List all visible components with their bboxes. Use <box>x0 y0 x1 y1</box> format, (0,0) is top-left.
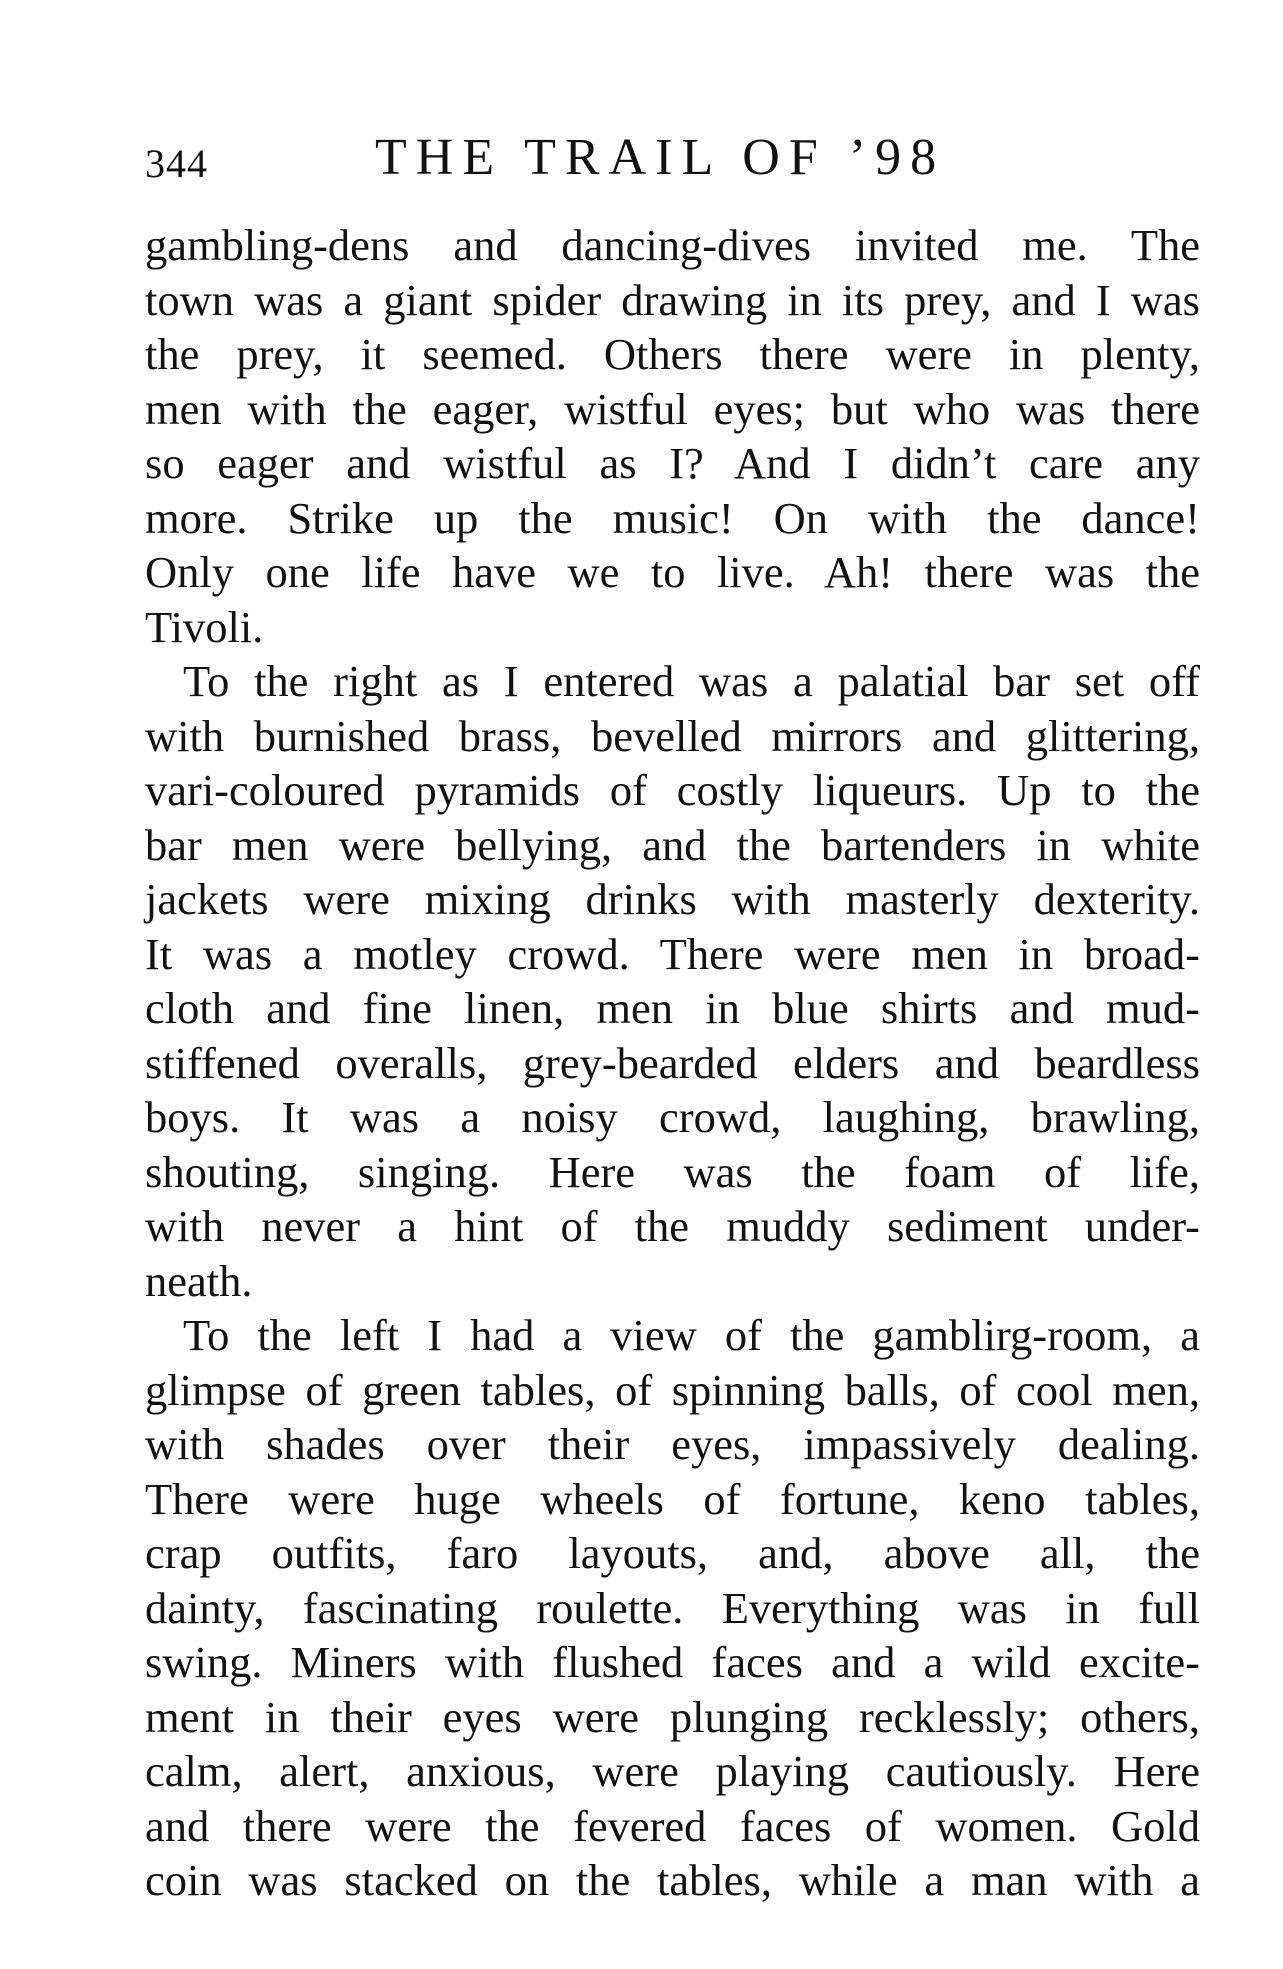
paragraph <box>145 218 1200 654</box>
paragraph <box>145 654 1200 1308</box>
text-line: vari-coloured pyramids of costly liqueurs. Up to the <box>145 765 1200 815</box>
text-line: jackets were mixing drinks with masterly dexterity. <box>145 874 1200 924</box>
text-line: crap outfits, faro layouts, and, above all, the <box>145 1528 1200 1578</box>
text-line: coin was stacked on the tables, while a man with a <box>145 1855 1200 1905</box>
text-line: so eager and wistful as I? And I didn’t care any <box>145 438 1200 488</box>
text-line: with burnished brass, bevelled mirrors and glittering, <box>145 710 1200 761</box>
text-line: shouting, singing. Here was the foam of life, <box>145 1146 1200 1197</box>
text-line: To the left I had a view of the gamblirg-room, a <box>183 1310 1200 1360</box>
text-line: the prey, it seemed. Others there were in plenty, <box>145 329 1200 379</box>
text-line: To the right as I entered was a palatial bar set off <box>183 656 1200 706</box>
text-line: with shades over their eyes, impassively dealing. <box>145 1419 1200 1469</box>
text-line: calm, alert, anxious, were playing cautiously. Here <box>145 1746 1200 1796</box>
text-line: men with the eager, wistful eyes; but who was there <box>145 383 1200 434</box>
text-line: stiffened overalls, grey-bearded elders and beardless <box>145 1037 1200 1088</box>
text-line: It was a motley crowd. There were men in broad- <box>145 928 1200 979</box>
text-line: town was a giant spider drawing in its prey, and I was <box>145 274 1200 325</box>
page-number: 344 <box>145 141 208 186</box>
running-head: THE TRAIL OF ’98 <box>375 129 946 186</box>
text-line: neath. <box>145 1255 253 1306</box>
body-text <box>145 218 1200 1908</box>
text-line: swing. Miners with flushed faces and a wild excite- <box>145 1637 1200 1687</box>
text-line: and there were the fevered faces of women. Gold <box>145 1800 1200 1851</box>
text-line: There were huge wheels of fortune, keno tables, <box>145 1473 1200 1524</box>
paragraph <box>145 1308 1200 1908</box>
text-line: Tivoli. <box>145 601 264 652</box>
text-line: ment in their eyes were plunging recklessly; others, <box>145 1691 1200 1742</box>
text-line: more. Strike up the music! On with the dance! <box>145 492 1200 543</box>
text-line: cloth and fine linen, men in blue shirts and mud- <box>145 983 1200 1033</box>
text-line: bar men were bellying, and the bartenders in white <box>145 819 1200 870</box>
text-line: dainty, fascinating roulette. Everything was in full <box>145 1582 1200 1633</box>
text-line: glimpse of green tables, of spinning balls, of cool men, <box>145 1364 1200 1415</box>
page-header <box>145 128 1205 188</box>
text-line: with never a hint of the muddy sediment under- <box>145 1201 1200 1251</box>
text-line: boys. It was a noisy crowd, laughing, brawling, <box>145 1092 1200 1142</box>
text-line: Only one life have we to live. Ah! there was the <box>145 547 1200 597</box>
text-line: gambling-dens and dancing-dives invited me. The <box>145 220 1200 270</box>
